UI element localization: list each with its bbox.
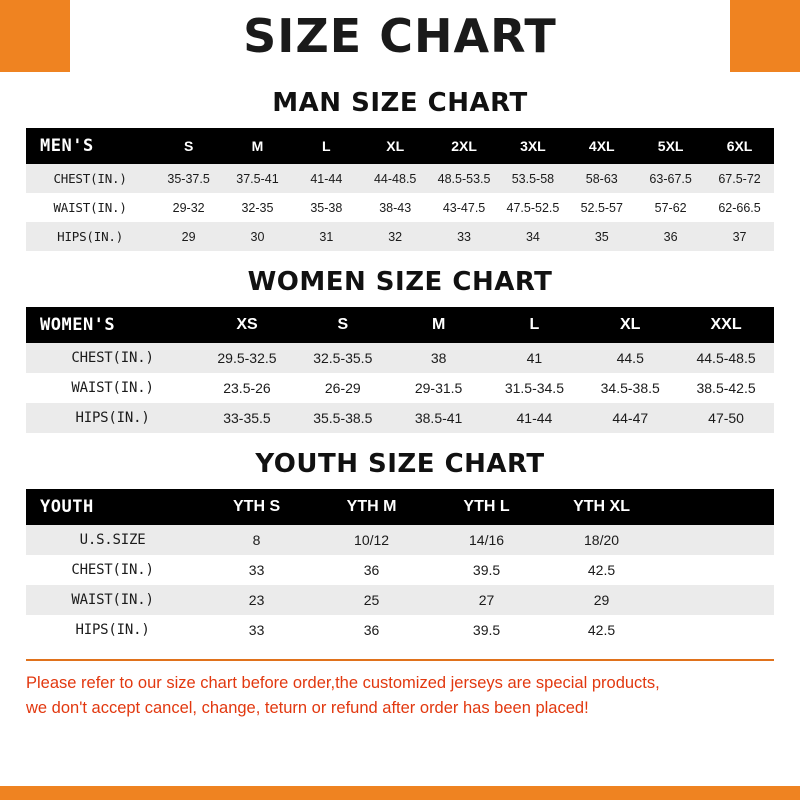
women-header-m: M [431,316,446,333]
women-header-xs: XS [236,316,258,333]
men-hips-m: 30 [250,229,265,244]
men-size-section [0,88,800,251]
youth-chest-xl: 42.5 [587,562,616,578]
table-row [26,555,774,585]
table-header-row [26,307,774,343]
table-row [26,164,774,193]
women-chest-xl: 44.5 [616,350,644,366]
men-chest-5xl: 63-67.5 [649,171,692,186]
men-header-2xl: 2XL [451,138,477,154]
table-row [26,615,774,645]
women-size-section [0,267,800,433]
men-chest-xl: 44-48.5 [373,171,417,186]
women-size-table [26,307,774,433]
footer-note-line-2: we don't accept cancel, change, teturn or refund after order has been placed! [26,698,589,717]
women-row-label-chest: CHEST(IN.) [71,350,154,366]
men-chest-m: 37.5-41 [236,171,279,186]
women-hips-l: 41-44 [516,410,553,426]
men-hips-s: 29 [181,229,196,244]
women-hips-xxl: 47-50 [708,410,744,426]
youth-header-xl: YTH XL [573,498,630,515]
women-section-title: WOMEN SIZE CHART [247,267,553,297]
youth-ussize-empty [659,525,774,555]
men-header-xl: XL [386,138,405,154]
men-waist-s: 29-32 [172,200,205,215]
men-waist-3xl: 47.5-52.5 [506,200,560,215]
men-header-s: S [183,138,194,154]
footer-note [26,659,774,721]
youth-ussize-xl: 18/20 [584,532,620,548]
men-hips-2xl: 33 [457,229,471,244]
women-chest-xs: 29.5-32.5 [217,350,277,366]
table-row [26,343,774,373]
youth-row-label-hips: HIPS(IN.) [75,622,150,638]
women-waist-m: 29-31.5 [414,380,463,396]
men-waist-6xl: 62-66.5 [718,200,761,215]
women-hips-m: 38.5-41 [414,410,463,426]
header-banner [0,0,800,72]
youth-chest-m: 36 [363,562,380,578]
table-row [26,525,774,555]
men-row-label-chest: CHEST(IN.) [53,171,127,186]
men-header-label: MEN'S [40,136,94,156]
youth-row-label-waist: WAIST(IN.) [71,592,154,608]
men-waist-xl: 38-43 [379,200,412,215]
women-row-label-hips: HIPS(IN.) [75,410,150,426]
men-hips-xl: 32 [388,229,403,244]
women-header-s: S [337,316,349,333]
men-header-6xl: 6XL [726,138,753,154]
youth-waist-empty [659,585,774,615]
youth-hips-s: 33 [248,622,265,638]
men-hips-3xl: 34 [525,229,540,244]
table-header-row [26,489,774,525]
women-waist-xs: 23.5-26 [223,380,271,396]
men-chest-4xl: 58-63 [585,171,618,186]
men-row-label-waist: WAIST(IN.) [53,200,127,215]
women-header-xxl: XXL [710,316,742,333]
youth-header-empty [659,489,774,525]
youth-waist-m: 25 [363,592,380,608]
men-header-3xl: 3XL [520,138,546,154]
bottom-accent-bar [0,786,800,800]
men-header-m: M [251,138,264,154]
men-waist-l: 35-38 [310,200,343,215]
women-header-label: WOMEN'S [40,315,116,335]
table-header-row [26,128,774,164]
men-chest-l: 41-44 [310,171,343,186]
table-row [26,222,774,251]
men-size-table [26,128,774,251]
youth-chest-l: 39.5 [472,562,501,578]
men-chest-6xl: 67.5-72 [718,171,761,186]
men-waist-4xl: 52.5-57 [580,200,623,215]
footer-note-line-1: Please refer to our size chart before order,the customized jerseys are special products, [26,674,660,692]
youth-hips-xl: 42.5 [587,622,616,638]
women-waist-xl: 34.5-38.5 [600,380,660,396]
youth-row-label-ussize: U.S.SIZE [79,532,146,548]
youth-waist-xl: 29 [593,592,610,608]
men-hips-6xl: 37 [732,229,747,244]
table-row [26,193,774,222]
women-waist-s: 26-29 [324,380,361,396]
women-waist-l: 31.5-34.5 [504,380,564,396]
women-waist-xxl: 38.5-42.5 [696,380,756,396]
women-hips-s: 35.5-38.5 [313,410,373,426]
youth-waist-l: 27 [478,592,495,608]
table-row [26,403,774,433]
women-header-xl: XL [620,316,641,333]
youth-ussize-s: 8 [252,532,261,548]
table-row [26,373,774,403]
men-waist-5xl: 57-62 [654,200,687,215]
table-row [26,585,774,615]
women-chest-s: 32.5-35.5 [313,350,373,366]
women-chest-xxl: 44.5-48.5 [696,350,756,366]
youth-ussize-l: 14/16 [469,532,505,548]
men-waist-2xl: 43-47.5 [442,200,486,215]
men-hips-l: 31 [319,229,334,244]
youth-chest-empty [659,555,774,585]
youth-header-label: YOUTH [40,497,94,517]
men-chest-3xl: 53.5-58 [511,171,555,186]
youth-header-m: YTH M [346,498,397,515]
youth-waist-s: 23 [248,592,265,608]
youth-header-s: YTH S [233,498,281,515]
women-hips-xs: 33-35.5 [223,410,271,426]
women-row-label-waist: WAIST(IN.) [71,380,154,396]
women-hips-xl: 44-47 [612,410,649,426]
youth-chest-s: 33 [248,562,265,578]
men-header-4xl: 4XL [588,138,615,154]
youth-hips-l: 39.5 [472,622,501,638]
men-chest-2xl: 48.5-53.5 [437,171,491,186]
men-section-title: MAN SIZE CHART [272,88,528,118]
men-hips-5xl: 36 [663,229,678,244]
youth-hips-m: 36 [363,622,380,638]
women-header-l: L [529,316,540,333]
men-chest-s: 35-37.5 [167,171,210,186]
men-waist-m: 32-35 [241,200,274,215]
header-banner-inner [70,0,730,72]
women-chest-m: 38 [430,350,447,366]
youth-section-title: YOUTH SIZE CHART [255,449,545,479]
women-chest-l: 41 [526,350,543,366]
men-row-label-hips: HIPS(IN.) [57,229,124,244]
youth-ussize-m: 10/12 [354,532,390,548]
youth-size-table [26,489,774,645]
youth-row-label-chest: CHEST(IN.) [71,562,154,578]
youth-hips-empty [659,615,774,645]
men-header-l: L [322,138,331,154]
youth-size-section [0,449,800,645]
men-hips-4xl: 35 [594,229,609,244]
youth-header-l: YTH L [463,498,510,515]
page-title: SIZE CHART [243,9,557,63]
men-header-5xl: 5XL [657,138,684,154]
